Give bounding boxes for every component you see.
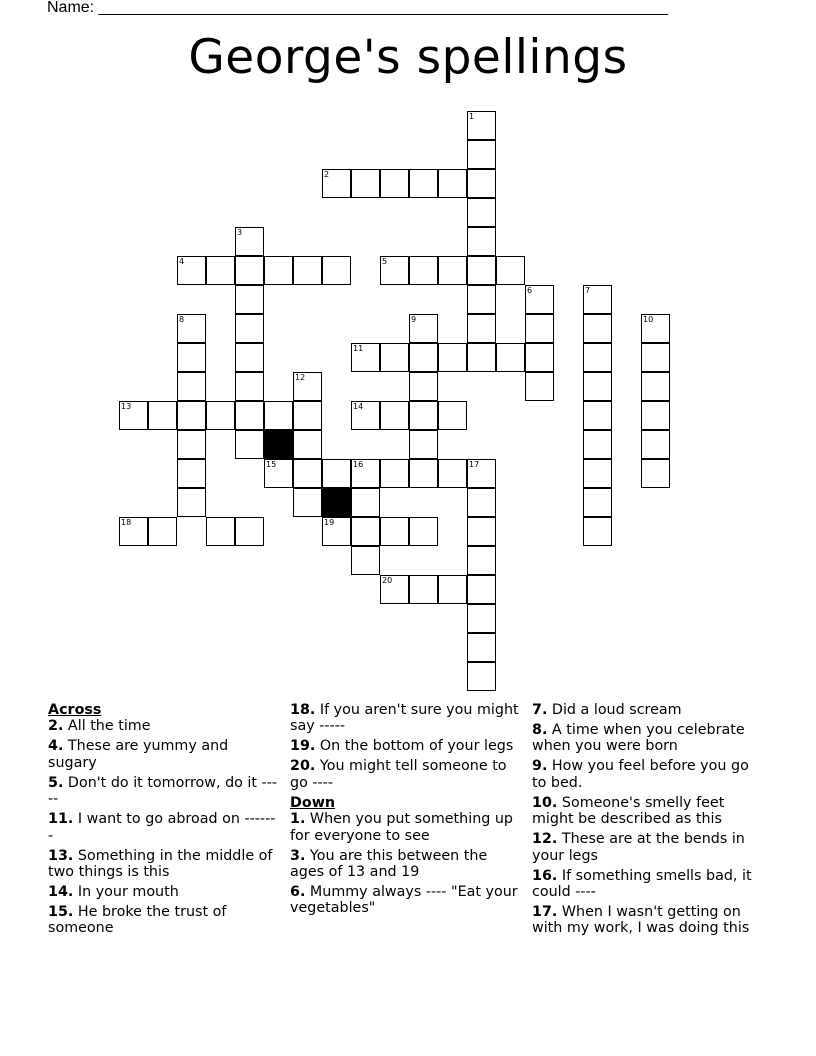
- crossword-cell[interactable]: [496, 256, 525, 285]
- crossword-cell[interactable]: [467, 546, 496, 575]
- crossword-cell[interactable]: [235, 517, 264, 546]
- crossword-cell[interactable]: [177, 372, 206, 401]
- crossword-cell[interactable]: [380, 401, 409, 430]
- clue-item: [532, 795, 764, 828]
- clue-item: [48, 848, 280, 881]
- crossword-cell[interactable]: [641, 459, 670, 488]
- crossword-cell[interactable]: [409, 343, 438, 372]
- clue-number: 5: [382, 257, 388, 266]
- clue-item-text: When you put something up for everyone to see: [290, 811, 514, 844]
- clue-item-text: In your mouth: [73, 884, 179, 901]
- clue-column: [290, 702, 522, 920]
- crossword-cell[interactable]: [525, 372, 554, 401]
- crossword-cell[interactable]: [467, 227, 496, 256]
- crossword-cell[interactable]: [583, 430, 612, 459]
- crossword-cell[interactable]: [235, 430, 264, 459]
- crossword-cell[interactable]: [438, 256, 467, 285]
- clue-number: 15: [266, 460, 277, 469]
- crossword-cell[interactable]: [467, 604, 496, 633]
- crossword-cell[interactable]: [264, 401, 293, 430]
- clue-item-text: Something in the middle of two things is this: [48, 847, 273, 881]
- clue-item-text: When I wasn't getting on with my work, I was doing this: [532, 904, 750, 937]
- crossword-cell[interactable]: [525, 343, 554, 372]
- clue-item: [532, 758, 764, 791]
- page-title: George's spellings: [188, 30, 628, 85]
- clue-item-number: 14.: [48, 884, 74, 901]
- crossword-cell[interactable]: [293, 256, 322, 285]
- clue-number: 11: [353, 344, 364, 353]
- across-heading: Across: [48, 702, 102, 718]
- clue-item: [290, 738, 522, 754]
- clue-item: [290, 758, 522, 791]
- clue-item: [532, 722, 764, 755]
- crossword-cell[interactable]: [438, 575, 467, 604]
- crossword-cell[interactable]: [496, 343, 525, 372]
- clue-item: [290, 848, 522, 881]
- clue-number: 7: [585, 286, 591, 295]
- clue-number: 18: [121, 518, 132, 527]
- crossword-cell[interactable]: [380, 459, 409, 488]
- clue-number: 9: [411, 315, 417, 324]
- crossword-cell[interactable]: [409, 372, 438, 401]
- crossword-black-cell: [322, 488, 351, 517]
- clue-number: 4: [179, 257, 185, 266]
- crossword-cell[interactable]: [467, 140, 496, 169]
- name-field-line: Name: ________________________________________________________________: [47, 0, 669, 16]
- crossword-cell[interactable]: [235, 256, 264, 285]
- clue-item: [532, 831, 764, 864]
- clue-item-text: You might tell someone to go ----: [290, 758, 507, 791]
- crossword-cell[interactable]: [409, 256, 438, 285]
- clue-item-text: Mummy always ---- "Eat your vegetables": [290, 884, 518, 917]
- crossword-cell[interactable]: [438, 169, 467, 198]
- clue-item: [48, 811, 280, 844]
- crossword-cell[interactable]: [148, 517, 177, 546]
- clue-item: [290, 702, 522, 735]
- crossword-cell[interactable]: [235, 401, 264, 430]
- clue-column: [48, 702, 280, 940]
- clue-number: 8: [179, 315, 185, 324]
- clue-column: [532, 702, 764, 940]
- clue-item: [48, 738, 280, 771]
- crossword-cell[interactable]: [177, 401, 206, 430]
- clue-item-number: 17.: [532, 904, 558, 921]
- clue-item-text: These are at the bends in your legs: [532, 831, 745, 864]
- crossword-cell[interactable]: [438, 401, 467, 430]
- clue-number: 17: [469, 460, 480, 469]
- crossword-cell[interactable]: [235, 343, 264, 372]
- clue-item-text: If something smells bad, it could ----: [532, 867, 752, 901]
- clue-number: 1: [469, 112, 475, 121]
- crossword-cell[interactable]: [235, 314, 264, 343]
- crossword-cell[interactable]: [322, 256, 351, 285]
- crossword-cell[interactable]: [322, 459, 351, 488]
- crossword-cell[interactable]: [409, 401, 438, 430]
- crossword-cell[interactable]: [293, 459, 322, 488]
- clue-number: 6: [527, 286, 533, 295]
- clue-item-number: 16.: [532, 867, 558, 884]
- crossword-cell[interactable]: [293, 488, 322, 517]
- clue-item-number: 4.: [48, 738, 64, 755]
- clue-item-text: Don't do it tomorrow, do it -----: [48, 774, 278, 808]
- clue-item-text: If you aren't sure you might say -----: [290, 702, 519, 735]
- crossword-cell[interactable]: [525, 314, 554, 343]
- crossword-cell[interactable]: [409, 169, 438, 198]
- crossword-cell[interactable]: [467, 633, 496, 662]
- crossword-cell[interactable]: [438, 343, 467, 372]
- clue-number: 14: [353, 402, 364, 411]
- crossword-cell[interactable]: [409, 575, 438, 604]
- crossword-cell[interactable]: [235, 372, 264, 401]
- crossword-cell[interactable]: [293, 401, 322, 430]
- clue-item-number: 5.: [48, 774, 64, 791]
- clue-number: 3: [237, 228, 243, 237]
- clue-item-text: I want to go abroad on -------: [48, 811, 276, 844]
- crossword-cell[interactable]: [467, 314, 496, 343]
- crossword-cell[interactable]: [409, 517, 438, 546]
- clue-item-number: 13.: [48, 847, 74, 864]
- crossword-cell[interactable]: [293, 430, 322, 459]
- clue-item: [48, 718, 280, 734]
- clue-item-text: All the time: [63, 718, 151, 735]
- clue-item-number: 6.: [290, 884, 306, 901]
- crossword-cell[interactable]: [583, 488, 612, 517]
- crossword-cell[interactable]: [641, 372, 670, 401]
- crossword-cell[interactable]: [467, 285, 496, 314]
- crossword-cell[interactable]: [351, 517, 380, 546]
- clue-item: [532, 904, 764, 937]
- crossword-cell[interactable]: [467, 488, 496, 517]
- clue-number: 10: [643, 315, 654, 324]
- clue-item-number: 18.: [290, 702, 316, 718]
- clue-number: 12: [295, 373, 306, 382]
- crossword-cell[interactable]: [264, 256, 293, 285]
- crossword-cell[interactable]: [206, 517, 235, 546]
- clue-number: 20: [382, 576, 393, 585]
- crossword-cell[interactable]: [641, 343, 670, 372]
- clue-number: 13: [121, 402, 132, 411]
- clue-item-text: A time when you celebrate when you were born: [532, 722, 745, 755]
- clue-number: 16: [353, 460, 364, 469]
- crossword-cell[interactable]: [235, 285, 264, 314]
- clue-item: [532, 868, 764, 901]
- clue-item: [48, 904, 280, 937]
- crossword-black-cell: [264, 430, 293, 459]
- crossword-cell[interactable]: [351, 169, 380, 198]
- clue-item-number: 11.: [48, 811, 74, 828]
- crossword-cell[interactable]: [177, 488, 206, 517]
- crossword-cell[interactable]: [177, 343, 206, 372]
- clue-item-text: Did a loud scream: [547, 702, 682, 718]
- clue-item-number: 3.: [290, 847, 306, 864]
- clue-item-text: He broke the trust of someone: [48, 904, 227, 937]
- crossword-cell[interactable]: [177, 459, 206, 488]
- clue-item-number: 8.: [532, 722, 548, 738]
- crossword-cell[interactable]: [583, 459, 612, 488]
- clue-item-text: How you feel before you go to bed.: [532, 758, 749, 791]
- clue-item: [48, 775, 280, 808]
- clue-item-number: 9.: [532, 758, 548, 775]
- clue-item: [532, 702, 764, 718]
- clue-item: [48, 884, 280, 900]
- crossword-cell[interactable]: [438, 459, 467, 488]
- crossword-cell[interactable]: [380, 343, 409, 372]
- crossword-cell[interactable]: [583, 343, 612, 372]
- clue-number: 19: [324, 518, 335, 527]
- crossword-cell[interactable]: [177, 430, 206, 459]
- clue-item-number: 10.: [532, 794, 558, 811]
- crossword-cell[interactable]: [583, 517, 612, 546]
- crossword-cell[interactable]: [206, 256, 235, 285]
- crossword-cell[interactable]: [380, 169, 409, 198]
- crossword-cell[interactable]: [409, 459, 438, 488]
- crossword-cell[interactable]: [351, 546, 380, 575]
- clue-item-text: On the bottom of your legs: [315, 738, 514, 755]
- crossword-cell[interactable]: [467, 198, 496, 227]
- clue-item-number: 15.: [48, 904, 74, 921]
- crossword-cell[interactable]: [467, 517, 496, 546]
- clue-number: 2: [324, 170, 330, 179]
- crossword-cell[interactable]: [467, 343, 496, 372]
- clue-item-number: 2.: [48, 718, 64, 735]
- crossword-cell[interactable]: [641, 430, 670, 459]
- clue-item-number: 7.: [532, 702, 548, 718]
- crossword-cell[interactable]: [409, 430, 438, 459]
- clue-item-number: 19.: [290, 738, 316, 755]
- down-heading: Down: [290, 794, 336, 811]
- crossword-cell[interactable]: [641, 401, 670, 430]
- crossword-cell[interactable]: [148, 401, 177, 430]
- crossword-cell[interactable]: [467, 575, 496, 604]
- clue-item-number: 12.: [532, 831, 558, 848]
- crossword-cell[interactable]: [467, 662, 496, 691]
- crossword-cell[interactable]: [380, 517, 409, 546]
- crossword-cell[interactable]: [467, 256, 496, 285]
- clue-item-text: Someone's smelly feet might be described as this: [532, 794, 725, 828]
- clue-item-number: 1.: [290, 811, 306, 828]
- clue-item-number: 20.: [290, 758, 316, 775]
- clue-item-text: You are this between the ages of 13 and 19: [290, 847, 488, 881]
- crossword-cell[interactable]: [583, 314, 612, 343]
- clue-item: [290, 811, 522, 844]
- crossword-cell[interactable]: [467, 169, 496, 198]
- clue-item-text: These are yummy and sugary: [48, 738, 229, 771]
- crossword-cell[interactable]: [351, 488, 380, 517]
- clue-item: [290, 884, 522, 917]
- crossword-cell[interactable]: [206, 401, 235, 430]
- crossword-cell[interactable]: [583, 401, 612, 430]
- crossword-cell[interactable]: [583, 372, 612, 401]
